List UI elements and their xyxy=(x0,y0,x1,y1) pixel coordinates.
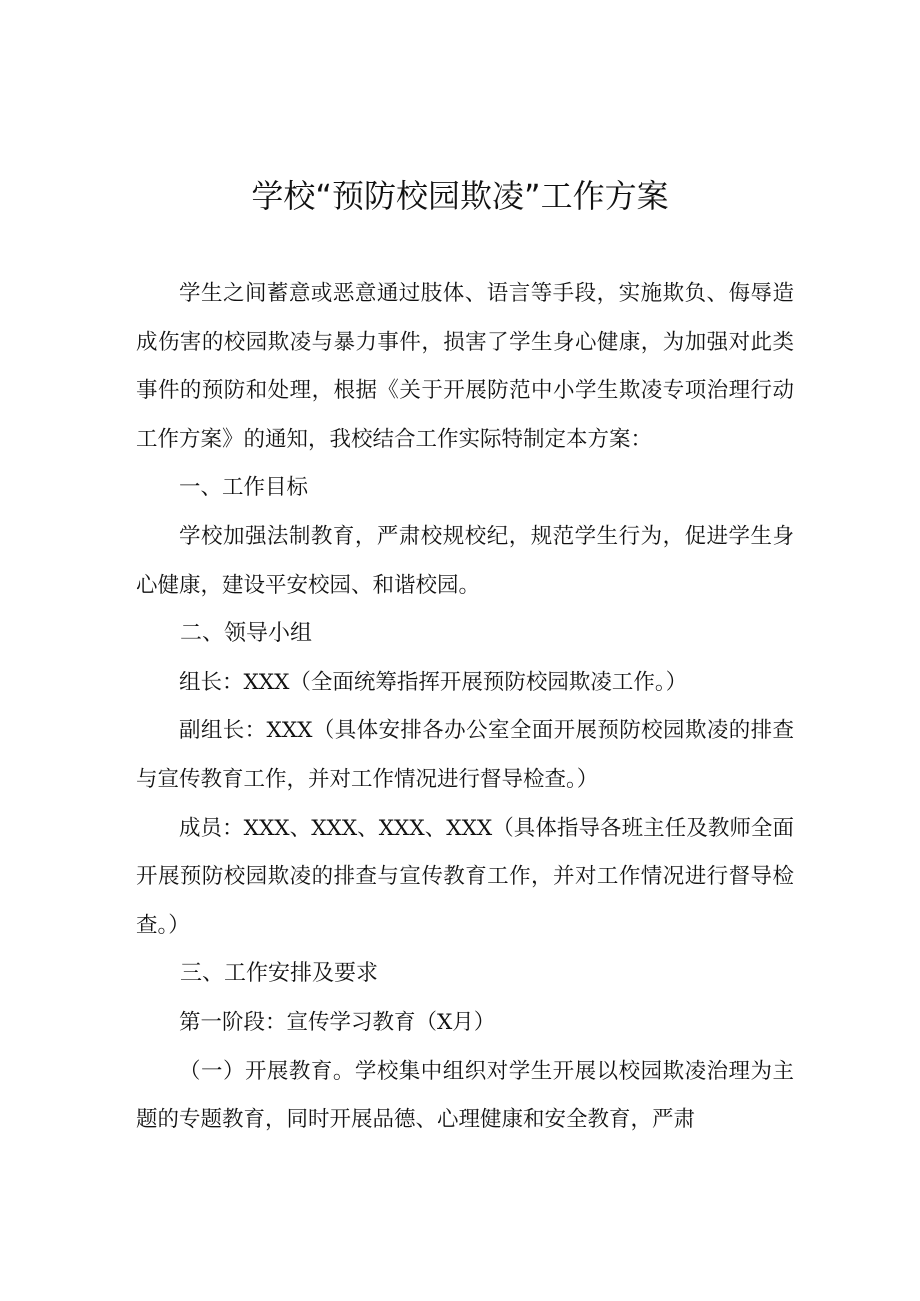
section-heading-arrangements: 三、工作安排及要求 xyxy=(180,961,379,987)
intro-paragraph: 学生之间蓄意或恶意通过肢体、语言等手段，实施欺负、侮辱造成伤害的校园欺凌与暴力事件，损害了学生身心健康，为加强对此类事件的预防和处理，根据《关于开展防范中小学生欺凌专项治理行动工作方案》的通知，我校结合工作实际特制定本方案： xyxy=(136,281,794,452)
section-heading-goals: 一、工作目标 xyxy=(179,475,309,501)
document-body xyxy=(136,270,794,1145)
section-heading-leadership: 二、领导小组 xyxy=(180,621,313,647)
goals-paragraph: 学校加强法制教育，严肃校规校纪，规范学生行为，促进学生身心健康，建设平安校园、和谐校园。 xyxy=(136,523,794,598)
item1-paragraph: （一）开展教育。学校集中组织对学生开展以校园欺凌治理为主题的专题教育，同时开展品德、心理健康和安全教育，严肃 xyxy=(136,1058,794,1133)
members-paragraph: 成员：XXX、XXX、XXX、XXX（具体指导各班主任及教师全面开展预防校园欺凌的排查与宣传教育工作，并对工作情况进行督导检查。） xyxy=(136,815,794,938)
deputy-paragraph: 副组长：XXX（具体安排各办公室全面开展预防校园欺凌的排查与宣传教育工作，并对工作情况进行督导检查。） xyxy=(136,718,794,792)
phase1-paragraph: 第一阶段：宣传学习教育（X月） xyxy=(179,1009,496,1035)
document-title: 学校“预防校园欺凌”工作方案 xyxy=(251,177,669,215)
leader-paragraph: 组长：XXX（全面统筹指挥开展预防校园欺凌工作。） xyxy=(179,669,688,695)
